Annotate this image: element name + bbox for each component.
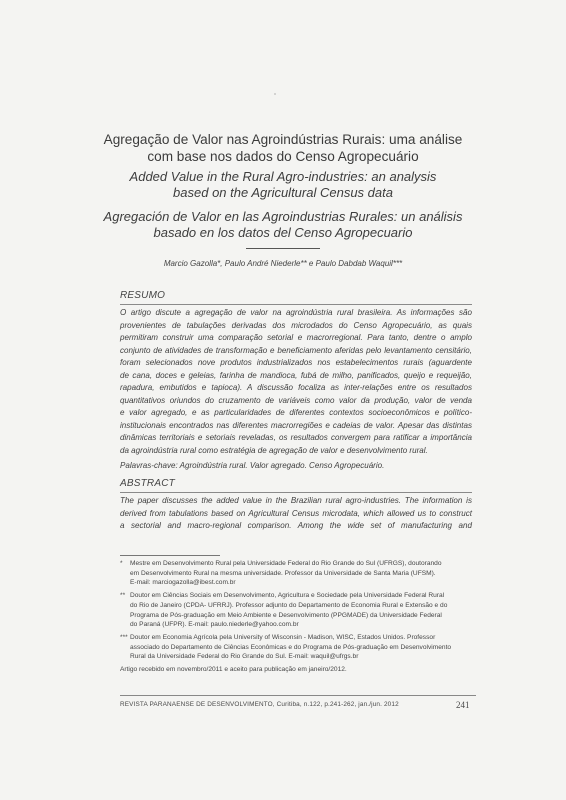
resumo-line: provenientes de tabulações derivadas dos microdados do Censo Agropecuário, as quais xyxy=(120,320,472,330)
resumo-line: institucionais encontrados nas diferentes macrorregiões e cadeias de valor. Apesar das distintas xyxy=(120,420,472,430)
footnote-line: do Paraná (UFPR). E-mail: paulo.niederle@yahoo.com.br xyxy=(130,621,299,629)
footnote-line: Programa de Pós-graduação em Meio Ambiente e Desenvolvimento (PPGMADE) da Universidade Federal xyxy=(130,611,442,619)
abstract-line: derived from tabulations based on Agricultural Census microdata, which allowed us to construct xyxy=(120,508,472,518)
resumo-line: rapadura, embutidos e tapioca). A discussão focaliza as inter-relações entre os resultados xyxy=(120,383,472,392)
page-number: 241 xyxy=(456,700,470,710)
footnote-mark: *** xyxy=(120,633,128,641)
resumo-line: e valor agregado, e as particularidades de diferentes contextos socioeconômicos e político- xyxy=(120,408,472,417)
footnote-line: em Desenvolvimento Rural na mesma universidade. Professor da Universidade de Santa Maria (UFSM). xyxy=(130,569,436,577)
resumo-line: foram selecionados nove produtos industrializados nos estabelecimentos rurais (aguardente xyxy=(120,358,472,367)
title-portuguese-line: com base nos dados do Censo Agropecuário xyxy=(147,149,419,164)
footnote-line: Rural da Universidade Federal do Rio Grande do Sul. E-mail: waquil@ufrgs.br xyxy=(130,653,359,661)
abstract-line: a sectorial and macro-regional comparison. Among the wide set of manufacturing and xyxy=(120,521,472,530)
footnote-line: Mestre em Desenvolvimento Rural pela Universidade Federal do Rio Grande do Sul (UFRGS), doutorando xyxy=(130,560,442,567)
footnote-line: Doutor em Ciências Sociais em Desenvolvimento, Agricultura e Sociedade pela Universidade Federal Rural xyxy=(130,592,445,600)
received-note: Artigo recebido em novembro/2011 e aceito para publicação em janeiro/2012. xyxy=(120,666,347,674)
keywords xyxy=(120,460,472,473)
title-divider xyxy=(246,248,320,249)
abstract-heading: ABSTRACT xyxy=(120,478,175,489)
footnote-divider xyxy=(120,555,220,556)
resumo-heading: RESUMO xyxy=(120,290,166,301)
footnote-line: E-mail: marciogazolla@ibest.com.br xyxy=(130,579,236,587)
abstract-body xyxy=(120,495,472,533)
footnote xyxy=(120,591,476,630)
title-spanish-line: Agregación de Valor en las Agroindustrias Rurales: un análisis xyxy=(103,209,463,224)
title-spanish xyxy=(60,209,506,241)
footnote-line: Doutor em Economia Agrícola pela University of Wisconsin - Madison, WISC, Estados Unidos. Professor xyxy=(130,633,436,641)
abstract-line: The paper discusses the added value in the Brazilian rural agro-industries. The information is xyxy=(120,496,472,505)
resumo-line: de cana, doces e geleias, farinha de mandioca, fubá de milho, panificados, queijo e requeijão, xyxy=(120,370,472,380)
footnote-line: do Rio de Janeiro (CPDA- UFRRJ). Professor adjunto do Departamento de Economia Rural e Extensão e do xyxy=(130,601,448,609)
footnote-line: associado do Departamento de Ciências Econômicas e do Programa de Pós-graduação em Desenvolvimento xyxy=(130,643,452,651)
abstract-divider xyxy=(120,492,472,493)
resumo-line: permitiram construir uma comparação setorial e macrorregional. Para tanto, dentre o amplo xyxy=(120,333,472,342)
footnote xyxy=(120,633,476,662)
title-english xyxy=(60,169,506,201)
title-english-line: based on the Agricultural Census data xyxy=(173,185,393,200)
title-english-line: Added Value in the Rural Agro-industries: an analysis xyxy=(129,169,437,184)
resumo-body xyxy=(120,307,472,457)
title-spanish-line: basado en los datos del Censo Agropecuario xyxy=(153,225,413,240)
footnote-mark: ** xyxy=(120,592,126,600)
journal-citation: REVISTA PARANAENSE DE DESENVOLVIMENTO, Curitiba, n.122, p.241-262, jan./jun. 2012 xyxy=(120,701,399,708)
scan-speck xyxy=(274,93,276,95)
keywords-line: Palavras-chave: Agroindústria rural. Valor agregado. Censo Agropecuário. xyxy=(120,461,385,470)
resumo-line: conjunto de atividades de transformação e beneficiamento aferidas pelo levantamento censitário, xyxy=(120,345,472,355)
author-list: Marcio Gazolla*, Paulo André Niederle** e Paulo Dabdab Waquil*** xyxy=(163,259,403,268)
resumo-line: quantitativos oriundos do cruzamento de variáveis como valor da produção, valor de venda xyxy=(120,395,472,405)
footer-divider xyxy=(120,695,476,696)
footnote xyxy=(120,559,476,588)
resumo-line: dinâmicas territoriais e setoriais reveladas, os resultados convergem para ratificar a importância xyxy=(120,433,472,442)
footnote-mark: * xyxy=(120,560,123,567)
resumo-line: O artigo discute a agregação de valor na agroindústria rural brasileira. As informações são xyxy=(120,308,472,317)
resumo-divider xyxy=(120,304,472,305)
footnotes xyxy=(120,559,476,675)
title-portuguese xyxy=(60,131,506,165)
resumo-line: da agroindústria rural como estratégia de agregação de valor e desenvolvimento rural. xyxy=(120,445,428,455)
title-portuguese-line: Agregação de Valor nas Agroindústrias Rurais: uma análise xyxy=(103,132,463,147)
